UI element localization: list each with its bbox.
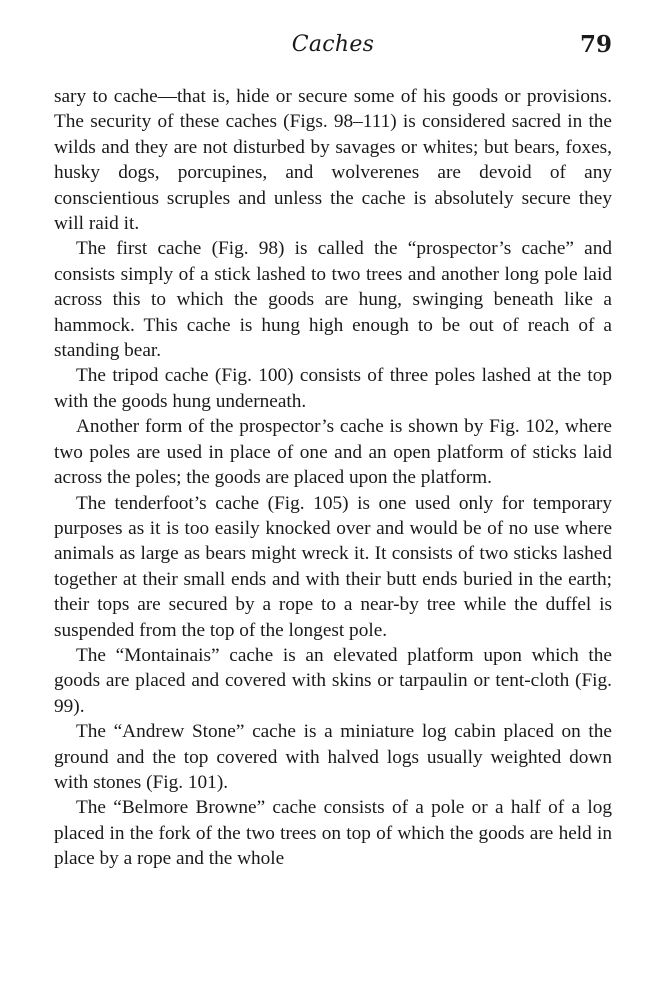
paragraph: The “Belmore Browne” cache consists of a pole or a half of a log placed in the fork of the two trees on top of which the goods are held in place by a rope and the whole <box>54 797 612 870</box>
page-number: 79 <box>579 31 612 58</box>
book-page <box>54 28 612 872</box>
paragraph: The “Andrew Stone” cache is a miniature log cabin placed on the ground and the top covered with halved logs usually weighted down with stones (Fig. 101). <box>54 721 612 793</box>
paragraph: sary to cache—that is, hide or secure some of his goods or provisions. The security of these caches (Figs. 98–111) is considered sacred in the wilds and they are not disturbed by savages or whites; but bears, foxes, husky dogs, porcupines, and wolverenes are devoid of any conscientious scruples and unless the cache is absolutely secure they will raid it. <box>54 86 612 235</box>
paragraph: The tripod cache (Fig. 100) consists of three poles lashed at the top with the goods hung underneath. <box>54 365 612 412</box>
page-header <box>54 28 612 68</box>
body-text <box>54 84 612 872</box>
paragraph: The first cache (Fig. 98) is called the “prospector’s cache” and consists simply of a stick lashed to two trees and another long pole laid across this to which the goods are hung, swinging beneath like a hammock. This cache is hung high enough to be out of reach of a standing bear. <box>54 238 612 362</box>
running-title: Caches <box>291 32 375 57</box>
paragraph: The “Montainais” cache is an elevated platform upon which the goods are placed and covered with skins or tarpaulin or tent-cloth (Fig. 99). <box>54 644 612 717</box>
paragraph: The tenderfoot’s cache (Fig. 105) is one used only for temporary purposes as it is too easily knocked over and would be of no use where animals as large as bears might wreck it. It consists of two sticks lashed together at their small ends and with their butt ends buried in the earth; their tops are secured by a rope to a near-by tree while the duffel is suspended from the top of the longest pole. <box>54 492 612 641</box>
paragraph: Another form of the prospector’s cache is shown by Fig. 102, where two poles are used in place of one and an open platform of sticks laid across the poles; the goods are placed upon the platform. <box>54 416 612 489</box>
